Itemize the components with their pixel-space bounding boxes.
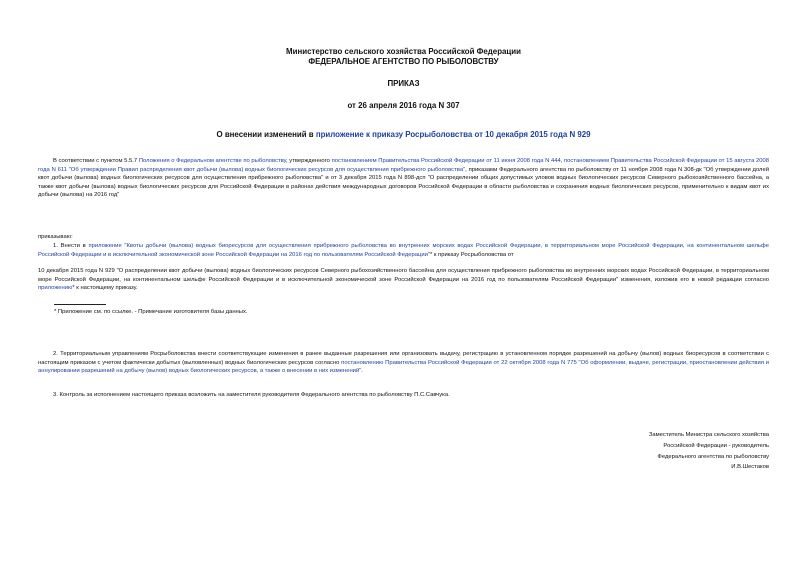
item-1-text-4: * к настоящему приказу.: [72, 285, 138, 292]
resolution-775-link[interactable]: постановлению Правительства Российской Федерации от 22 октября 2008 года N 775 "Об оформлении, выдаче, регистрации, приостановлении действия и аннулировании разрешений на добычу (вылов) водных биологических ресурсов, а также о внесении в них изменений": [38, 359, 769, 375]
appendix-quotas-link[interactable]: приложение "Квоты добычи (вылова) водных биоресурсов для осуществления прибрежного рыболовства во внутренних морских водах Российской Федерации, в территориальном море Российской Федерации, на континентальном шельфе Российской Федерации и в исключительной экономической зоне Российской Федерации на 2016 год по пользователям Российской Федерации": [38, 243, 769, 258]
title-prefix: О внесении изменений в: [216, 130, 316, 139]
document-date: от 26 апреля 2016 года N 307: [347, 101, 460, 110]
item-1-paragraph: [38, 242, 769, 259]
item-2-paragraph: [38, 350, 769, 376]
item-1-text-1: 1. Внести в: [53, 243, 89, 249]
item-1-text-3: 10 декабря 2015 года N 929 "О распределении квот добычи (вылова) водных биологических ресурсов Северного рыбохозяйственного бассейна для осуществления прибрежного рыболовства во внутренних морских водах Российской Федерации, в территориальном море Российской Федерации, на континентальном шельфе Российской Федерации и в исключительной экономической зоне Российской Федерации на 2016 год по пользователям Российской Федерации" изменения, изложив его в новой редакции согласно: [38, 268, 769, 283]
preamble-text-2: , утвержденного: [286, 158, 332, 164]
appendix-link[interactable]: приложению: [38, 285, 73, 292]
document-title: [0, 130, 807, 140]
document-type: ПРИКАЗ: [387, 79, 420, 88]
item-2-text-2: .: [361, 368, 363, 375]
preamble-text-4: , приказами Федерального агентства по рыболовству от 11 ноября 2008 года N 308-дк "Об утверждении долей квот добычи (вылова) водных биологических ресурсов для осуществления прибрежного рыболовства" и от 3 декабря 2015 года N 898-дсп "О распределении общих допустимых уловов водных биологических ресурсов Северного рыбохозяйственного бассейна, а также квот добычи (вылова) водных биологических ресурсов для Российской Федерации в районах действия международных договоров Российской Федерации в области рыболовства и сохранения водных биологических ресурсов, применительно к видам квот их добычи (вылова) на 2016 год": [38, 166, 769, 199]
resolution-444-link[interactable]: постановлением Правительства Российской Федерации от 11 июня 2008 года N 444: [331, 158, 561, 164]
item-1-continuation: [38, 267, 769, 293]
footnote-divider: [54, 304, 106, 305]
ministry-name: Министерство сельского хозяйства Российской Федерации: [286, 47, 521, 56]
item-1-text-2: * к приказу Росрыболовства от: [429, 251, 514, 258]
item-2-text-1: 2. Территориальным управлениям Росрыболовства внести соответствующие изменения в ранее выданные разрешения или организовать выдачу, регистрацию в установленном порядке разрешений на добычу (вылов) водных биоресурсов в соответствии с настоящим приказом с учетом фактически добытых (выловленных) водных биологических ресурсов согласно: [38, 351, 769, 366]
agency-name: ФЕДЕРАЛЬНОЕ АГЕНТСТВО ПО РЫБОЛОВСТВУ: [308, 57, 499, 66]
resolution-611-link[interactable]: постановлением Правительства Российской Федерации от 15 августа 2008 года N 611 "Об утверждении Правил распределения квот добычи (вылова) водных биологических ресурсов для осуществления прибрежного рыболовства": [38, 158, 769, 173]
signature-position-line-3: Федерального агентства по рыболовству: [657, 453, 769, 460]
footnote: * Приложение см. по ссылке. - Примечание изготовителя базы данных.: [54, 309, 248, 315]
preamble-paragraph: [38, 157, 769, 200]
signatory-name: И.В.Шестаков: [731, 464, 769, 471]
preamble-text-3: ,: [560, 158, 565, 164]
title-link[interactable]: приложение к приказу Росрыболовства от 10 декабря 2015 года N 929: [315, 130, 591, 139]
item-3-paragraph: 3. Контроль за исполнением настоящего приказа возложить на заместителя руководителя Федерального агентства по рыболовству П.С.Савчука.: [53, 392, 450, 398]
regulation-link[interactable]: Положения о Федеральном агентстве по рыболовству: [138, 158, 286, 164]
order-word: приказываю:: [38, 234, 73, 240]
preamble-text-1: В соответствии с пунктом 5.5.7: [53, 158, 139, 164]
signature-position-line-1: Заместитель Министра сельского хозяйства: [648, 432, 769, 438]
signature-position-line-2: Российской Федерации - руководитель: [663, 442, 769, 449]
signature-block: [649, 430, 769, 473]
